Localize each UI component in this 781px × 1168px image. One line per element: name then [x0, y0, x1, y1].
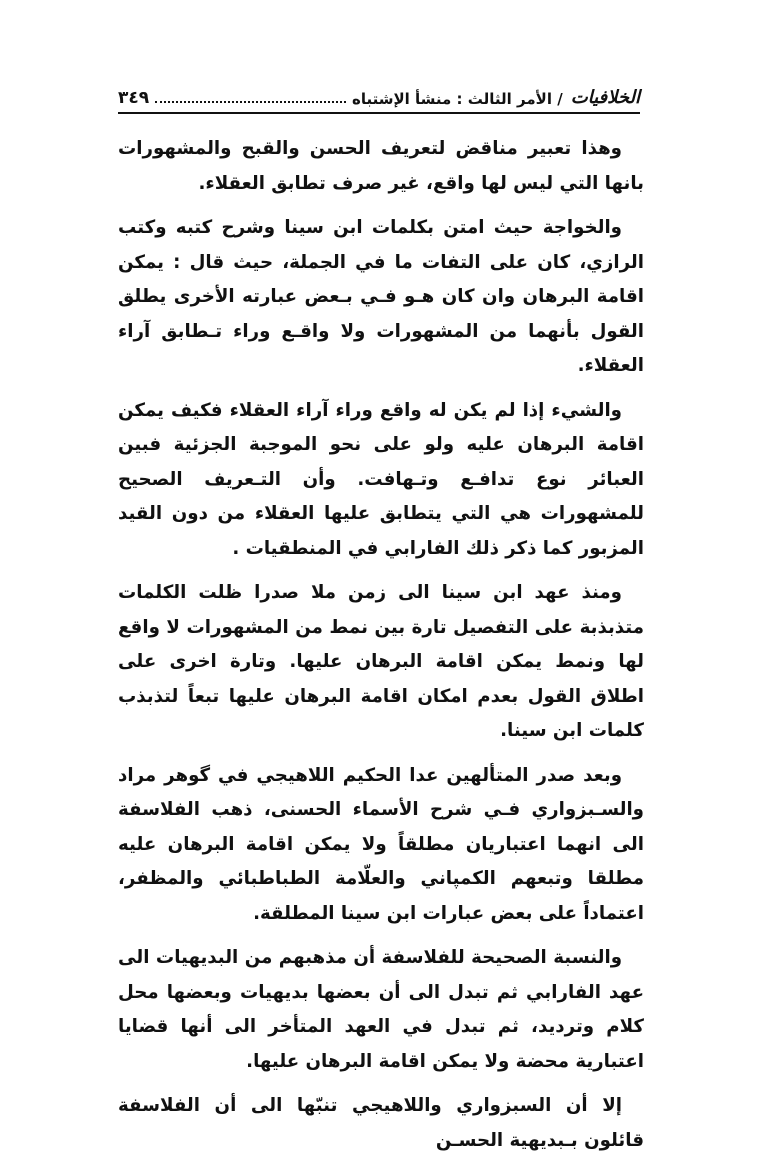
paragraph: والخواجة حيث امتن بكلمات ابن سينا وشرح كتبه وكتب الرازي، كان على التفات ما في الجملة، حيث قال : يمكن اقامة البرهان وان كان هـو فـي بـعض عبارته الأخرى يطلق القول بأنهما من المشهورات ولا واقـع وراء تـطابق آراء العقلاء.	[118, 217, 644, 376]
page-number: ٣٤٩	[118, 88, 150, 108]
paragraph: وبعد صدر المتألهين عدا الحكيم اللاهيجي في گوهر مراد والسـبزواري فـي شرح الأسماء الحسنى، ذهب الفلاسفة الى انهما اعتباريان مطلقاً ولا يمكن اقامة البرهان عليه مطلقا وتبعهم الكمپاني والعلّامة الطباطبائي والمظفر، اعتماداً على بعض عبارات ابن سينا المطلقة.	[118, 764, 644, 924]
chapter-title: / الأمر الثالث : منشأ الإشتباه	[352, 90, 563, 108]
running-title	[352, 87, 640, 108]
book-logo: الخلافيات	[570, 87, 640, 108]
paragraph: إلا أن السبزواري واللاهيجي تنبّها الى أن الفلاسفة قائلون بـبديهية الحسـن	[118, 1095, 644, 1151]
paragraph: والنسبة الصحيحة للفلاسفة أن مذهبهم من البديهيات الى عهد الفارابي ثم تبدل الى أن بعضها بديهيات وبعضها محل كلام وترديد، ثم تبدل في العهد المتأخر الى أنها قضايا اعتبارية محضة ولا يمكن اقامة البرهان عليها.	[118, 947, 644, 1072]
paragraph: ومنذ عهد ابن سينا الى زمن ملا صدرا ظلت الكلمات متذبذبة على التفصيل تارة بين نمط من المشهورات لا واقع لها ونمط يمكن اقامة البرهان عليها. وتارة اخرى على اطلاق القول بعدم امكان اقامة البرهان عليها تبعاً لتذبذب كلمات ابن سينا.	[118, 582, 644, 741]
paragraph: وهذا تعبير مناقض لتعريف الحسن والقبح والمشهورات بانها التي ليس لها واقع، غير صرف تطابق العقلاء.	[118, 138, 644, 194]
running-header	[118, 74, 640, 114]
page-body	[118, 132, 644, 1168]
paragraph: والشيء إذا لم يكن له واقع وراء آراء العقلاء فكيف يمكن اقامة البرهان عليه ولو على نحو الموجبة الجزئية فبين العبائر نوع تدافـع وتـهافت. وأن التـعريف الصحيح للمشهورات هي التي يتطابق عليها العقلاء من دون القيد المزبور كما ذكر ذلك الفارابي في المنطقيات .	[118, 399, 644, 559]
dot-leaders	[155, 99, 346, 103]
